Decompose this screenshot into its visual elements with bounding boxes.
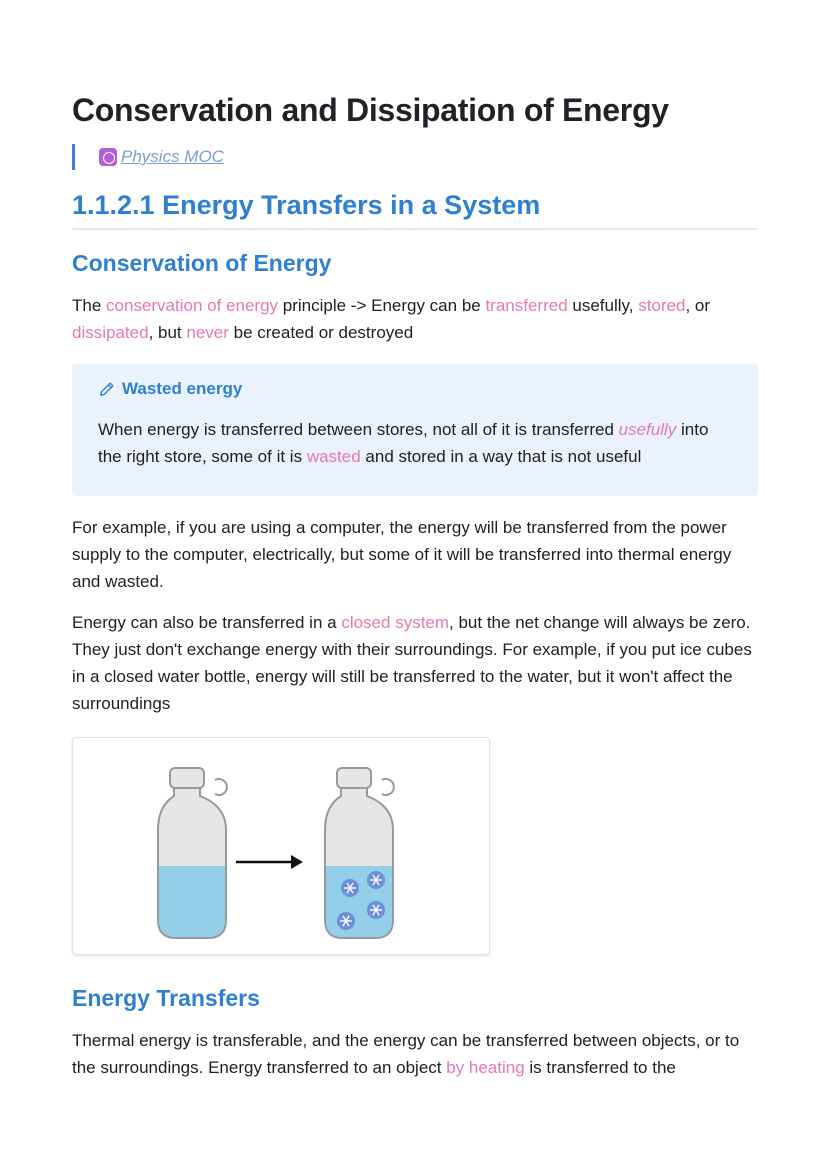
arrow-icon	[236, 855, 303, 869]
subsection-heading-conservation: Conservation of Energy	[72, 250, 332, 276]
moc-callout	[72, 144, 758, 170]
text-span: Energy can also be transferred in a	[72, 613, 342, 632]
section-heading: 1.1.2.1 Energy Transfers in a System	[72, 188, 758, 230]
wasted-energy-callout	[72, 364, 758, 496]
highlight-wasted: wasted	[306, 447, 361, 466]
text-span: be created or destroyed	[228, 323, 414, 342]
text-span: When energy is transferred between stores, not all of it is transferred	[98, 420, 619, 439]
highlight-by-heating: by heating	[446, 1058, 525, 1077]
text-span: , or	[685, 296, 711, 315]
text-span: into the right store, some of it is	[98, 420, 709, 466]
highlight-never: never	[186, 323, 229, 342]
moc-link[interactable]: Physics MOC	[121, 147, 224, 166]
snowflake-icon	[341, 879, 359, 897]
document-content	[72, 88, 758, 1081]
paragraph-thermal-transfer	[72, 1027, 758, 1081]
callout-header	[98, 376, 732, 402]
text-span: and stored in a way that is not useful	[360, 447, 642, 466]
text-span: , but the net change will always be zero. They just don't exchange energy with their surroundings. For example, if you put ice cubes in a closed water bottle, energy will still be transferred to the water, but it won't affect the surroundings	[72, 613, 752, 713]
snowflake-icon	[367, 871, 385, 889]
snowflake-icon	[337, 912, 355, 930]
water	[159, 866, 225, 937]
subsection-heading-transfers: Energy Transfers	[72, 985, 260, 1011]
callout-body	[98, 416, 732, 470]
highlight-usefully: usefully	[618, 420, 677, 439]
highlight-transferred: transferred	[485, 296, 568, 315]
text-span: Thermal energy is transferable, and the energy can be transferred between objects, or to the surroundings. Energy transferred to an object	[72, 1031, 740, 1077]
highlight-dissipated: dissipated	[72, 323, 149, 342]
paragraph-closed-system	[72, 609, 758, 717]
pencil-icon	[98, 380, 116, 398]
bottle-diagram-figure	[72, 737, 490, 955]
snowflake-icon	[367, 901, 385, 919]
callout-title: Wasted energy	[122, 379, 243, 398]
highlight-closed-system: closed system	[341, 613, 450, 632]
text-span: principle -> Energy can be	[278, 296, 486, 315]
page-title: Conservation and Dissipation of Energy	[72, 92, 669, 128]
moc-icon	[99, 148, 117, 166]
highlight-conservation-of-energy: conservation of energy	[106, 296, 279, 315]
bottle-before	[158, 768, 227, 938]
text-span: , but	[148, 323, 187, 342]
text-span: The	[72, 296, 107, 315]
text-span: is transferred to the	[524, 1058, 676, 1077]
paragraph-computer-example: For example, if you are using a computer, the energy will be transferred from the power supply to the computer, electrically, but some of it will be transferred into thermal energy and wasted.	[72, 518, 732, 591]
text-span: usefully,	[567, 296, 639, 315]
highlight-stored: stored	[638, 296, 686, 315]
paragraph-conservation	[72, 292, 758, 346]
bottle-diagram	[73, 738, 489, 954]
